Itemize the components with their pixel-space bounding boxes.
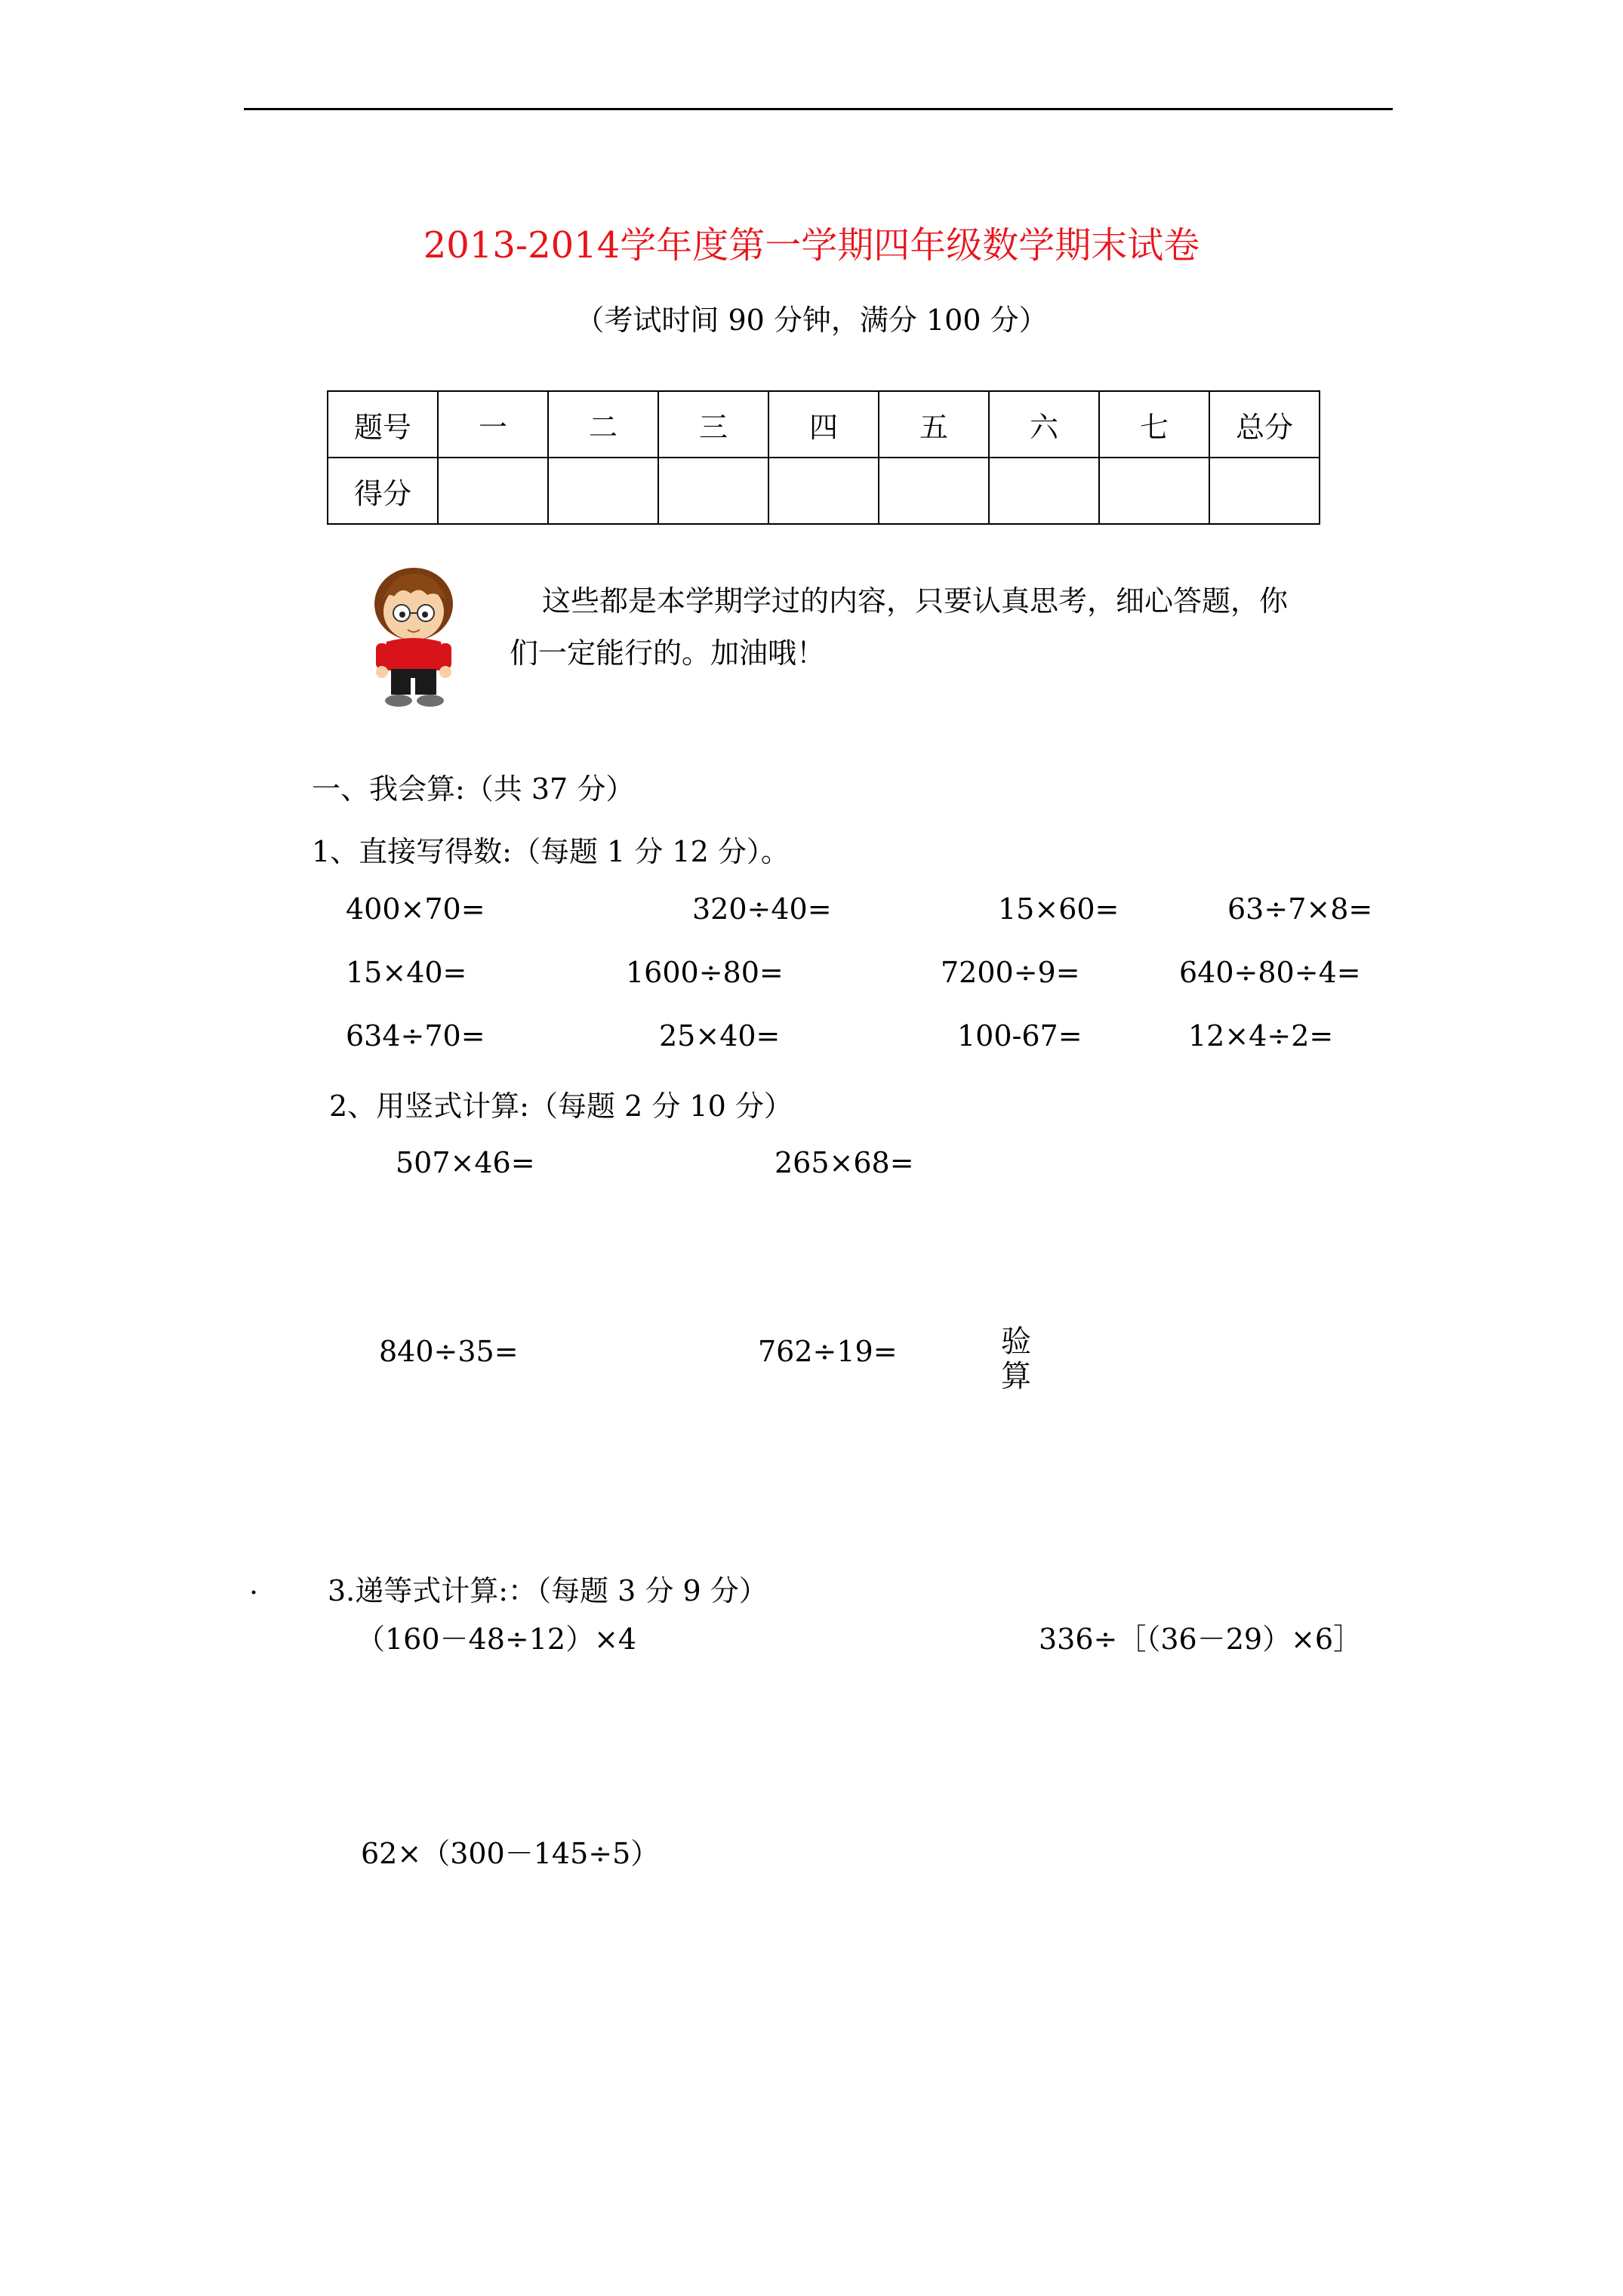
score-blank-cell	[658, 458, 768, 524]
score-blank-cell	[1209, 458, 1320, 524]
step-calc-item: 336÷［（36－29）×6］	[1039, 1623, 1363, 1656]
score-header-cell: 四	[768, 391, 879, 458]
stray-dot: .	[249, 1567, 259, 1601]
score-blank-cell	[879, 458, 989, 524]
score-blank-cell	[548, 458, 658, 524]
intro-line-1: 这些都是本学期学过的内容，只要认真思考，细心答题，你	[542, 584, 1289, 618]
score-header-cell: 总分	[1209, 391, 1320, 458]
vertical-calc-item: 507×46=	[396, 1146, 535, 1179]
question-3-heading: 3.递等式计算:：（每题 3 分 9 分）	[328, 1574, 768, 1607]
arithmetic-item: 15×60=	[998, 892, 1119, 926]
question-2-heading: 2、用竖式计算:（每题 2 分 10 分）	[329, 1089, 793, 1123]
arithmetic-item: 7200÷9=	[941, 956, 1080, 989]
arithmetic-item: 25×40=	[659, 1019, 781, 1052]
score-blank-cell	[1099, 458, 1209, 524]
score-blank-cell	[438, 458, 548, 524]
arithmetic-item: 1600÷80=	[626, 956, 784, 989]
score-header-cell: 题号	[328, 391, 438, 458]
score-row-label: 得分	[328, 458, 438, 524]
score-header-cell: 三	[658, 391, 768, 458]
page-title: 2013-2014学年度第一学期四年级数学期末试卷	[423, 224, 1200, 267]
score-blank-cell	[989, 458, 1099, 524]
vertical-calc-item: 840÷35=	[379, 1335, 519, 1368]
vertical-calc-item: 762÷19=	[758, 1335, 898, 1368]
score-blank-cell	[768, 458, 879, 524]
top-rule	[244, 108, 1393, 110]
score-table	[327, 390, 1320, 525]
step-calc-item: （160－48÷12）×4	[356, 1623, 637, 1656]
score-header-cell: 五	[879, 391, 989, 458]
check-calculation-label: 验算	[1001, 1324, 1031, 1394]
arithmetic-item: 15×40=	[346, 956, 467, 989]
score-header-cell: 二	[548, 391, 658, 458]
score-table-score-row	[328, 458, 1320, 524]
arithmetic-item: 12×4÷2=	[1188, 1019, 1334, 1052]
intro-line-2: 们一定能行的。加油哦！	[510, 636, 826, 670]
arithmetic-item: 640÷80÷4=	[1179, 956, 1361, 989]
arithmetic-item: 634÷70=	[346, 1019, 485, 1052]
arithmetic-item: 400×70=	[346, 892, 485, 926]
score-table-header-row	[328, 391, 1320, 458]
vertical-calc-item: 265×68=	[775, 1146, 914, 1179]
arithmetic-item: 63÷7×8=	[1227, 892, 1373, 926]
score-header-cell: 一	[438, 391, 548, 458]
exam-subtitle: （考试时间 90 分钟，满分 100 分）	[575, 304, 1048, 337]
score-header-cell: 七	[1099, 391, 1209, 458]
question-1-heading: 1、直接写得数:（每题 1 分 12 分）。	[312, 835, 790, 868]
arithmetic-item: 320÷40=	[692, 892, 832, 926]
arithmetic-item: 100-67=	[957, 1019, 1083, 1052]
section-1-heading: 一、我会算:（共 37 分）	[312, 772, 635, 806]
step-calc-item: 62×（300－145÷5）	[361, 1837, 660, 1870]
score-header-cell: 六	[989, 391, 1099, 458]
boy-mascot-image	[364, 565, 463, 711]
